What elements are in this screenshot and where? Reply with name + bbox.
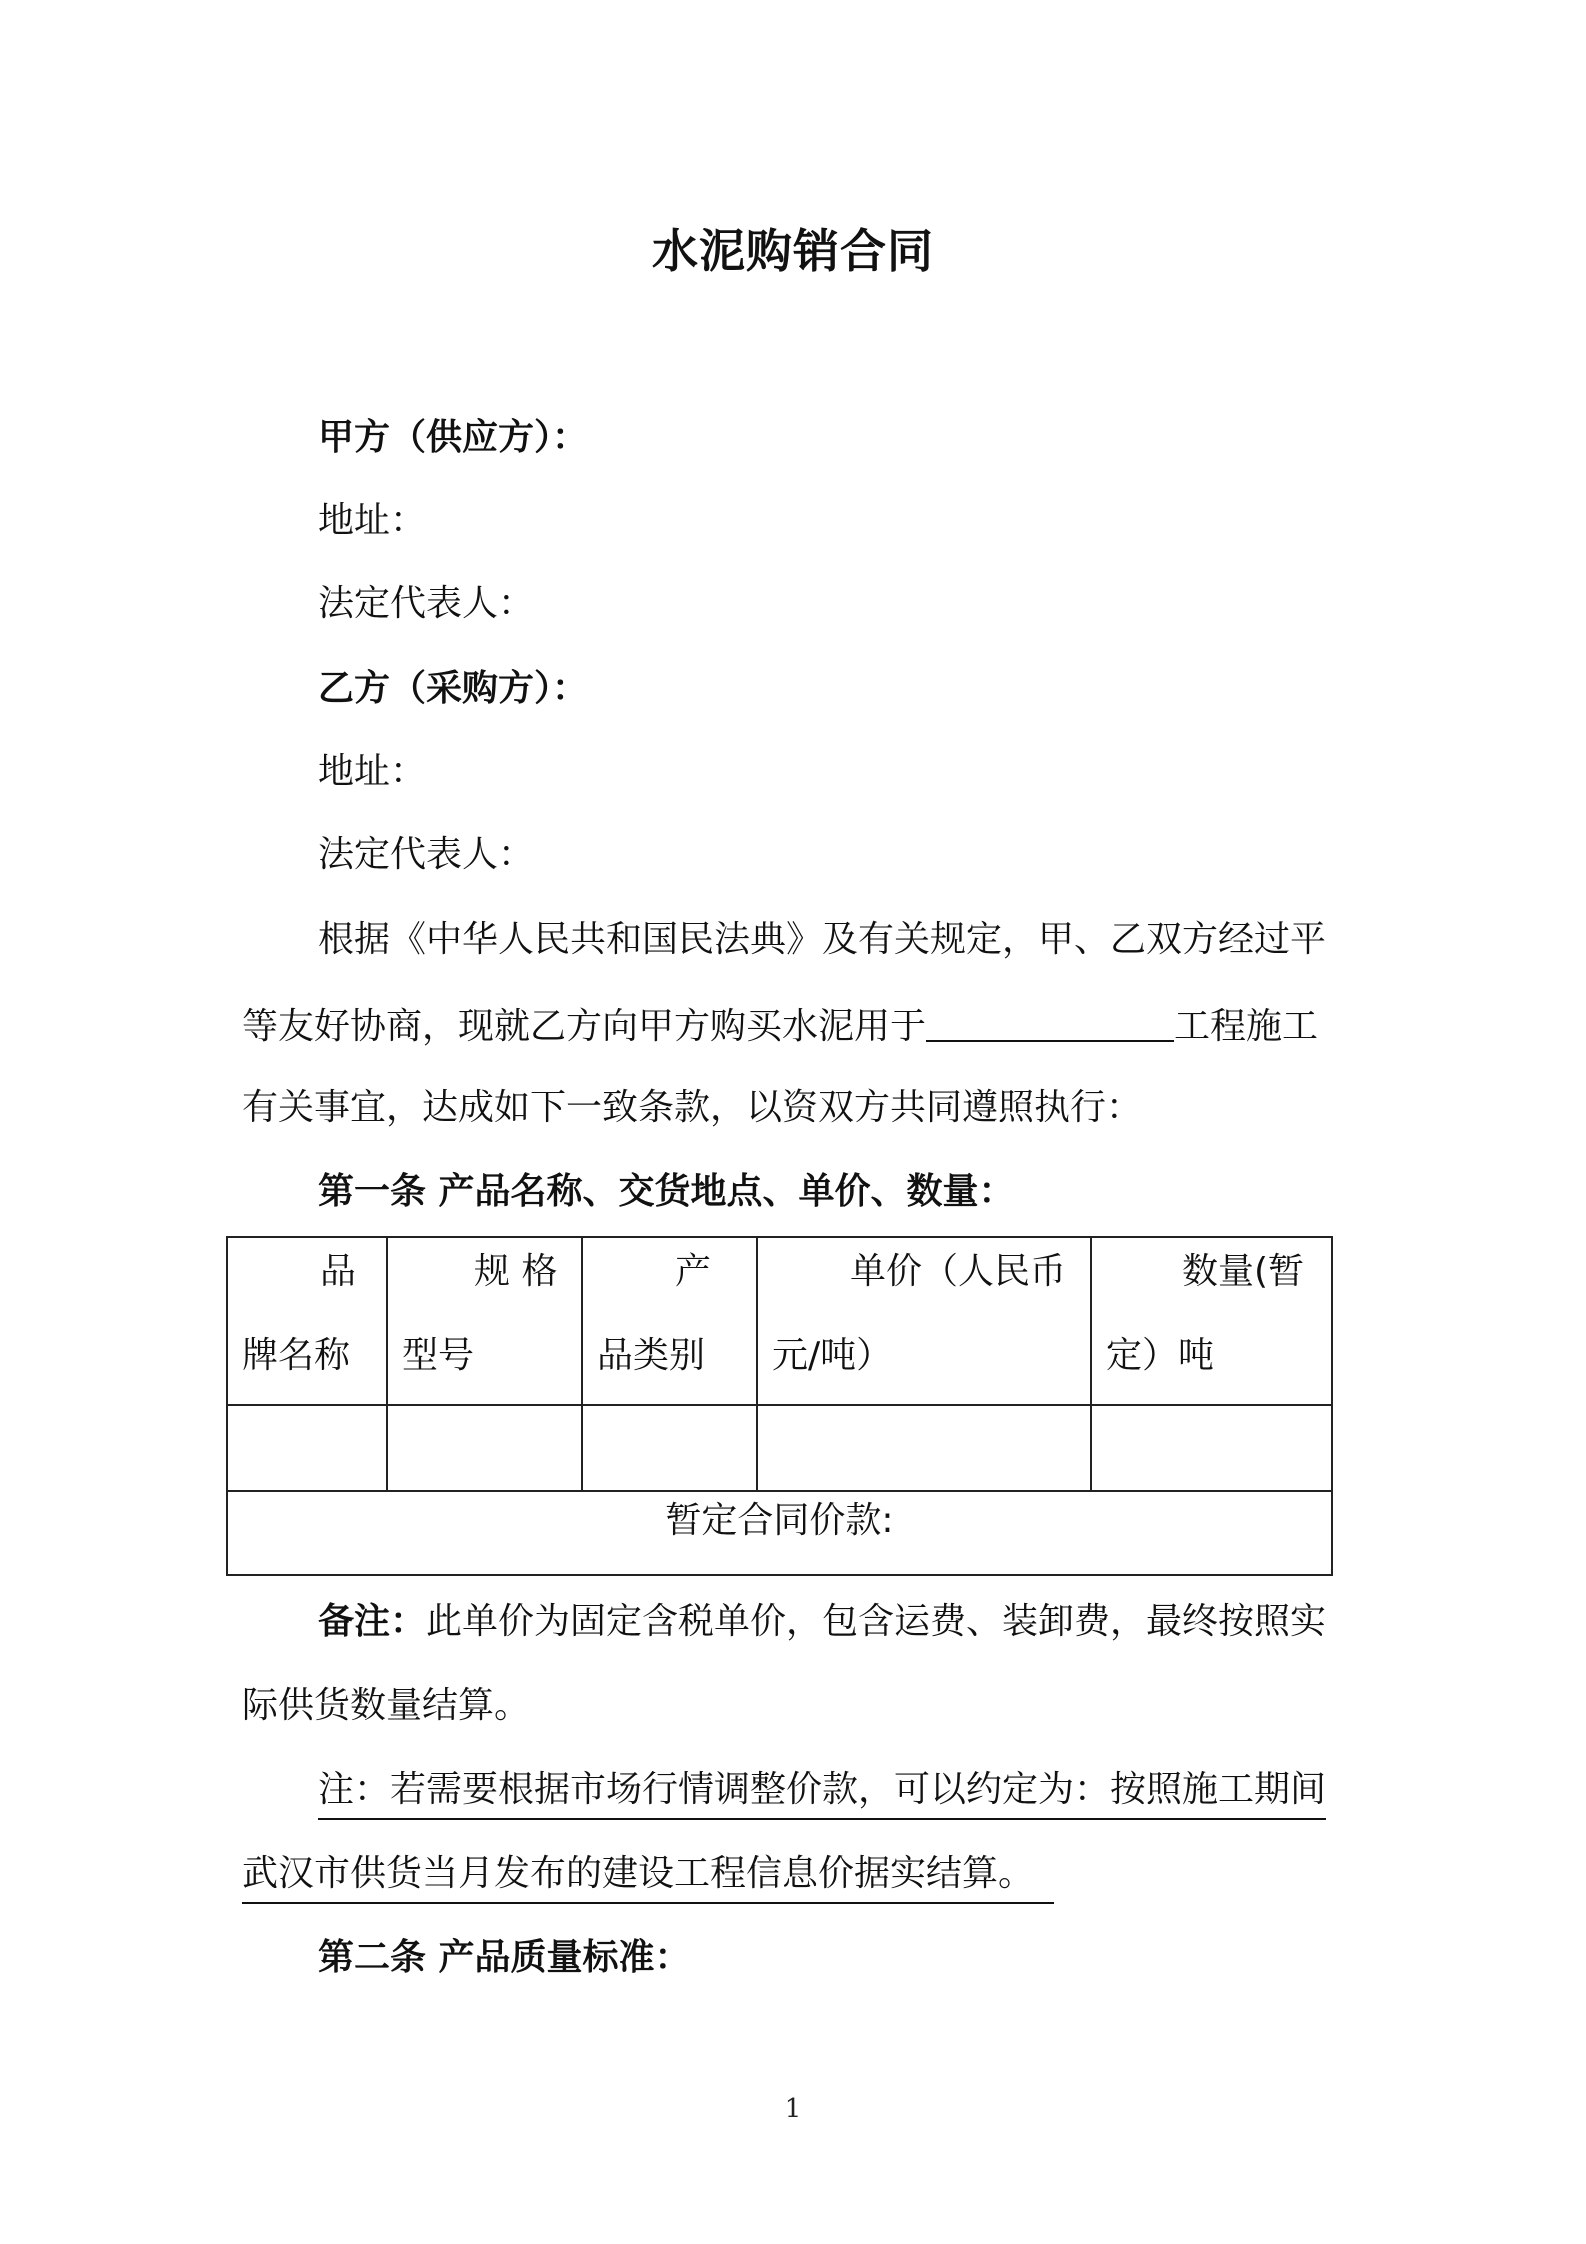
table-header-category: 产 品类别 <box>582 1237 757 1405</box>
table-header-brand: 品 牌名称 <box>227 1237 387 1405</box>
table-header-row <box>227 1237 1332 1405</box>
table-cell-category <box>582 1405 757 1491</box>
party-b-rep-label: 法定代表人： <box>318 834 535 875</box>
product-table <box>226 1236 1333 1576</box>
table-cell-spec <box>387 1405 582 1491</box>
party-a-address-label: 地址： <box>318 500 427 541</box>
table-total-row <box>227 1491 1332 1575</box>
table-header-spec: 规 格 型号 <box>387 1237 582 1405</box>
project-name-blank <box>926 1000 1174 1042</box>
note-line-1 <box>318 1766 1326 1814</box>
article-2-heading: 第二条 产品质量标准： <box>318 1937 691 1978</box>
table-header-quantity: 数量(暂 定）吨 <box>1091 1237 1332 1405</box>
remark-label: 备注： <box>318 1601 427 1642</box>
article-1-heading: 第一条 产品名称、交货地点、单价、数量： <box>318 1171 1015 1212</box>
note-line-2-text: 武汉市供货当月发布的建设工程信息价据实结算。 <box>242 1853 1054 1904</box>
intro-line-2-after: 工程施工 <box>1174 1006 1319 1047</box>
intro-line-3: 有关事宜，达成如下一致条款，以资双方共同遵照执行： <box>242 1087 1143 1128</box>
remark-line-2: 际供货数量结算。 <box>242 1685 531 1726</box>
table-cell-unit-price <box>757 1405 1091 1491</box>
party-b-label: 乙方（采购方）： <box>318 668 589 709</box>
table-cell-brand <box>227 1405 387 1491</box>
intro-line-2 <box>242 1000 1318 1051</box>
table-cell-quantity <box>1091 1405 1332 1491</box>
remark-text: 此单价为固定含税单价，包含运费、装卸费，最终按照实 <box>426 1601 1327 1642</box>
note-line-2 <box>242 1850 1054 1898</box>
intro-line-1: 根据《中华人民共和国民法典》及有关规定，甲、乙双方经过平 <box>318 919 1327 960</box>
note-line-1-text: 注：若需要根据市场行情调整价款，可以约定为：按照施工期间 <box>318 1769 1326 1820</box>
page-number: 1 <box>784 2094 802 2124</box>
party-b-address-label: 地址： <box>318 751 427 792</box>
table-header-unit-price: 单价（人民币 元/吨） <box>757 1237 1091 1405</box>
party-a-rep-label: 法定代表人： <box>318 583 535 624</box>
party-a-label: 甲方（供应方）： <box>318 417 589 458</box>
table-row <box>227 1405 1332 1491</box>
remark-line-1 <box>318 1598 1326 1646</box>
intro-line-2-before: 等友好协商，现就乙方向甲方购买水泥用于 <box>242 1006 927 1047</box>
table-total-label: 暂定合同价款: <box>227 1491 1332 1575</box>
document-title: 水泥购销合同 <box>652 224 934 278</box>
